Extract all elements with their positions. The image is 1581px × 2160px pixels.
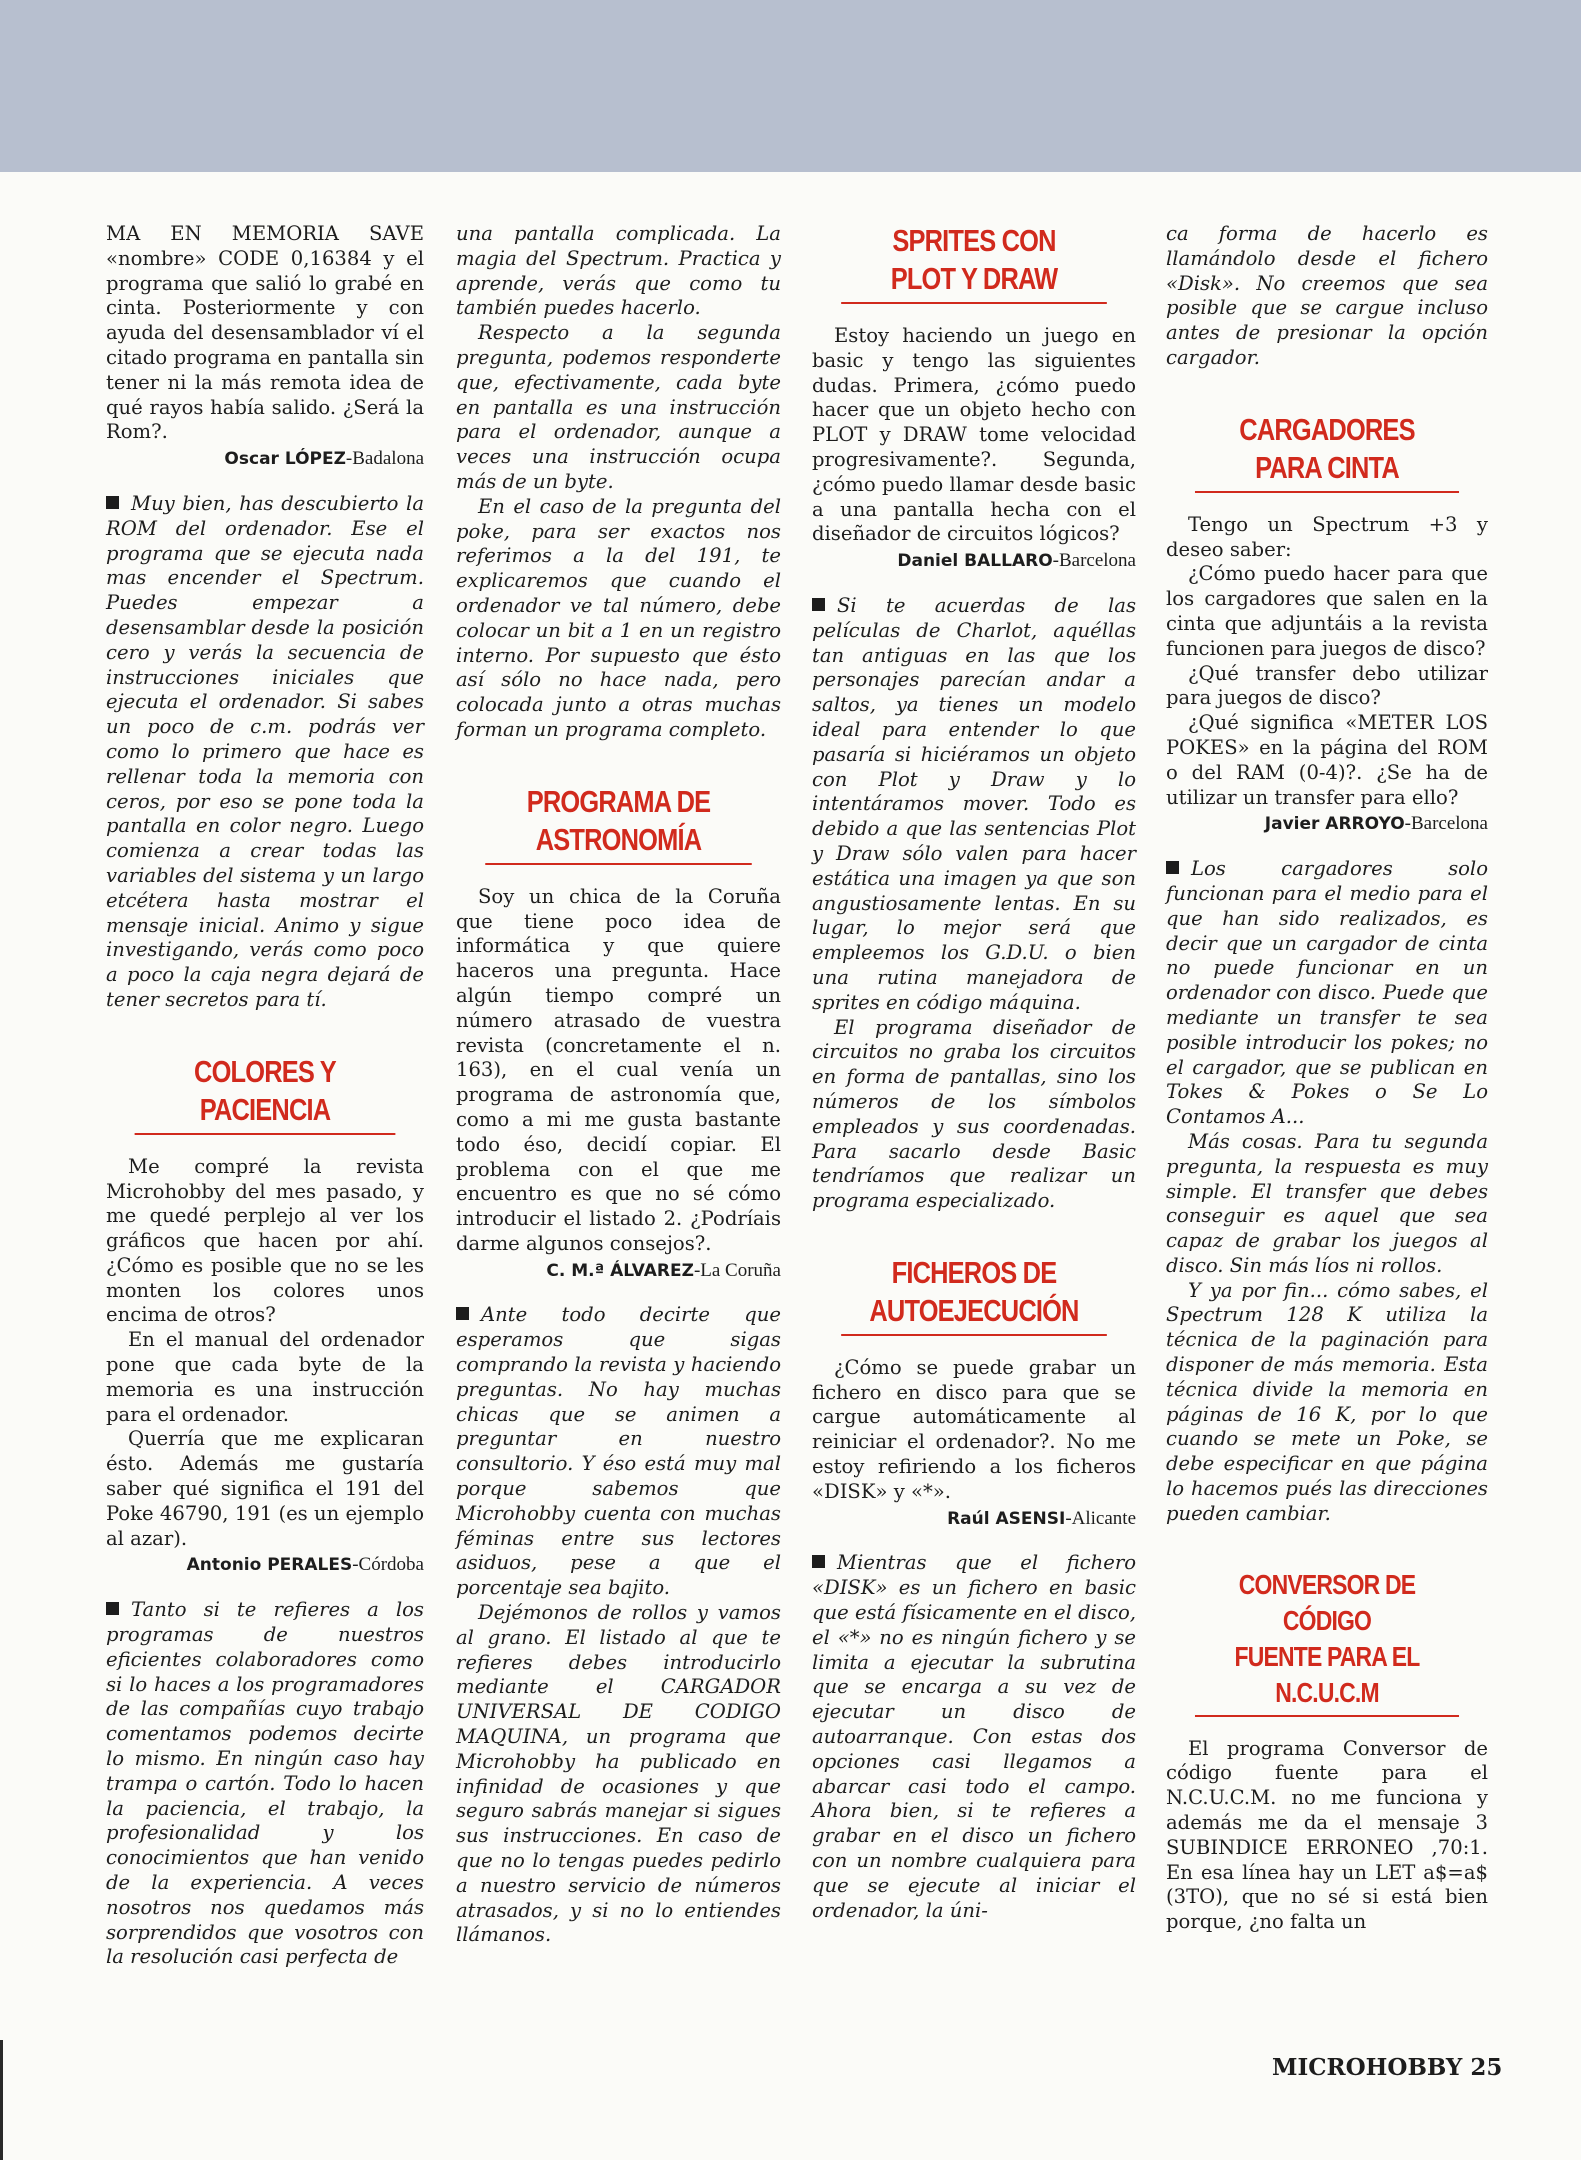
page-footer: MICROHOBBY 25 (1272, 2054, 1503, 2081)
answer-paragraph: El programa diseñador de circuitos no graba los circuitos en forma de pantallas, sino los números de los símbolos empleados y sus coordenadas. Para sacarlo desde Basic tendríamos que realizar un programa especializado. (812, 1015, 1136, 1213)
question-paragraph: ¿Cómo se puede grabar un fichero en disco para que se cargue automáticamente al reiniciar el ordenador?. No me estoy refiriendo a los ficheros «DISK» y «*». (812, 1355, 1136, 1503)
answer-paragraph: Y ya por fin... cómo sabes, el Spectrum 128 K utiliza la técnica de la paginación para disponer de más memoria. Esta técnica divide la memoria en páginas de 16 K, por lo que cuando se mete un Poke, se debe especificar en que página lo hacemos pués las direcciones pueden cambiar. (1166, 1278, 1488, 1525)
signature-asensi (812, 1507, 1136, 1532)
column-1 (106, 222, 424, 1970)
bullet-square-icon (106, 1602, 119, 1615)
top-color-band (0, 0, 1581, 172)
question-paragraph: Tengo un Spectrum +3 y deseo saber: (1166, 512, 1488, 561)
bullet-square-icon (812, 1555, 825, 1568)
heading-cargadores (1195, 411, 1459, 493)
signature-city: -Alicante (1065, 1507, 1136, 1529)
heading-line: ASTRONOMÍA (535, 821, 702, 857)
heading-line: AUTOEJECUCIÓN (869, 1292, 1079, 1328)
answer-ficheros (812, 1551, 1136, 1923)
signature-name: Oscar LÓPEZ (224, 449, 346, 470)
question-paragraph: ¿Qué transfer debo utilizar para juegos de disco? (1166, 661, 1488, 710)
signature-ballaro (812, 549, 1136, 574)
margin-line (0, 2040, 3, 2160)
answer-text: Tanto si te refieres a los programas de nuestros eficientes colaboradores como si lo haces a los programadores de las compañías cuyo trabajo comentamos podemos decirte lo mismo. En ningún caso hay trampa o cartón. Todo lo hacen la paciencia, el trabajo, la profesionalidad y los conocimientos que han venido de la experiencia. A veces nosotros nos quedamos más sorprendidos que vosotros con la resolución casi perfecta de (106, 1598, 424, 1969)
heading-colores (135, 1053, 396, 1135)
signature-alvarez (456, 1259, 781, 1284)
signature-city: -Badalona (345, 448, 424, 470)
answer-sprites (812, 594, 1136, 1016)
signature-city: -Barcelona (1052, 550, 1136, 572)
question-paragraph: Querría que me explicaran ésto. Además me gustaría saber qué significa el 191 del Poke 46790, 191 (es un ejemplo al azar). (106, 1427, 424, 1550)
heading-text: COLORES Y PACIENCIA (194, 1053, 336, 1127)
answer-paragraph: En el caso de la pregunta del poke, para ser exactos nos referimos a la del 191, te explicaremos que cuando el ordenador ve tal número, debe colocar un bit a 1 en un registro interno. Por supuesto que ésto así sólo no hace nada, pero colocada junto a otras muchas forman un programa completo. (456, 494, 781, 741)
heading-line: FICHEROS DE (891, 1254, 1057, 1290)
bullet-square-icon (812, 598, 825, 611)
intro-question: MA EN MEMORIA SAVE «nombre» CODE 0,16384 y el programa que salió lo grabé en cinta. Posteriormente y con ayuda del desensamblador ví el citado programa en pantalla sin tener ni la más remota idea de qué rayos había salido. ¿Será la Rom?. (106, 222, 424, 444)
heading-sprites (841, 222, 1107, 304)
signature-arroyo (1166, 812, 1488, 837)
answer-paragraph: Respecto a la segunda pregunta, podemos responderte que, efectivamente, cada byte en pantalla es una instrucción para el ordenador, aunque a veces una instrucción ocupa más de un byte. (456, 321, 781, 493)
answer-text: Ante todo decirte que esperamos que sigas comprando la revista y haciendo preguntas. No hay muchas chicas que se animen a preguntar en nuestro consultorio. Y éso está muy mal porque sabemos que Microhobby cuenta con muchas féminas entre sus lectores asiduos, pese a que el porcentaje sea bajito. (456, 1303, 781, 1600)
bullet-square-icon (106, 496, 119, 509)
answer-paragraph: Dejémonos de rollos y vamos al grano. El listado al que te refieres debes introducirlo mediante el CARGADOR UNIVERSAL DE CODIGO MAQUINA, un programa que Microhobby ha publicado en infinidad de ocasiones y que seguro sabrás manejar si sigues sus instrucciones. En caso de que no lo tengas puedes pedirlo a nuestro servicio de números atrasados, y si no lo entiendes llámanos. (456, 1601, 781, 1947)
signature-name: Raúl ASENSI (947, 1508, 1066, 1529)
signature-antonio (106, 1553, 424, 1578)
answer-text: Los cargadores solo funcionan para el medio para el que han sido realizados, es decir que un cargador de cinta no puede funcionar en un ordenador con disco. Puede que mediante un transfer te sea posible introducir los pokes; no el cargador, que se publican en Tokes & Pokes o Se Lo Contamos A... (1166, 857, 1488, 1129)
column-2 (456, 222, 781, 1948)
bullet-square-icon (456, 1307, 469, 1320)
heading-line: PLOT Y DRAW (890, 261, 1058, 296)
heading-line: CONVERSOR DE CÓDIGO (1238, 1568, 1416, 1636)
heading-line: SPRITES CON (892, 223, 1056, 258)
signature-oscar (106, 447, 424, 472)
answer-rom (106, 492, 424, 1013)
signature-city: -Córdoba (352, 1554, 424, 1576)
question-paragraph: ¿Cómo puedo hacer para que los cargadores que salen en la cinta que adjuntáis a la revista funcionen para juegos de disco? (1166, 562, 1488, 660)
heading-line: CARGADORES (1239, 411, 1415, 447)
answer-colores (106, 1598, 424, 1970)
answer-text: Mientras que el fichero «DISK» es un fichero en basic que está físicamente en el disco, el «*» no es ningún fichero y se limita a ejecutar la subrutina que se encarga a su vez de ejecutar un disco de autoarranque. Con estas dos opciones casi llegamos a abarcar casi todo el campo. Ahora bien, si te refieres a grabar en el disco un fichero con un nombre cualquiera para que se ejecute al iniciar el ordenador, la úni- (812, 1551, 1136, 1922)
column-3 (812, 222, 1136, 1923)
heading-astronomia (485, 783, 752, 865)
question-paragraph: Soy un chica de la Coruña que tiene poco idea de informática y que quiere haceros una pregunta. Hace algún tiempo compré un número atrasado de vuestra revista (concretamente el n. 163), en el cual venía un programa de astronomía que, como a mi me gusta bastante todo éso, decidí copiar. El problema con el que me encuentro es que no sé cómo introducir el listado 2. ¿Podríais darme algunos consejos?. (456, 884, 781, 1255)
heading-line: FUENTE PARA EL N.C.U.C.M (1234, 1640, 1420, 1708)
column-4 (1166, 222, 1488, 1935)
answer-continuation: una pantalla complicada. La magia del Spectrum. Practica y aprende, verás que como tu también puedes hacerlo. (456, 222, 781, 320)
signature-name: C. M.ª ÁLVAREZ (546, 1260, 694, 1281)
bullet-square-icon (1166, 861, 1179, 874)
heading-ficheros (841, 1254, 1107, 1336)
heading-line: PARA CINTA (1255, 449, 1399, 485)
heading-line: PROGRAMA DE (526, 783, 711, 819)
heading-conversor (1195, 1567, 1459, 1717)
question-paragraph: En el manual del ordenador pone que cada byte de la memoria es una instrucción para el ordenador. (106, 1328, 424, 1426)
question-paragraph: ¿Qué significa «METER LOS POKES» en la página del ROM o del RAM (0-4)?. ¿Se ha de utilizar un transfer para ello? (1166, 711, 1488, 809)
answer-text: Si te acuerdas de las películas de Charlot, aquéllas tan antiguas en las que los personajes parecían andar a saltos, ya tienes un modelo ideal para entender lo que pasaría si hiciéramos un objeto con Plot y Draw y lo intentáramos mover. Todo es debido a que las sentencias Plot y Draw sólo valen para hacer estática una imagen ya que son angustiosamente lentas. En su lugar, lo mejor será que empleemos los G.D.U. o bien una rutina manejadora de sprites en código máquina. (812, 593, 1136, 1014)
answer-astronomia (456, 1303, 781, 1601)
answer-continuation: ca forma de hacerlo es llamándolo desde el fichero «Disk». No creemos que sea posible que se cargue incluso antes de presionar la opción cargador. (1166, 222, 1488, 369)
answer-text: Muy bien, has descubierto la ROM del ordenador. Ese el programa que se ejecuta nada mas encender el Spectrum. Puedes empezar a desensamblar desde la posición cero y verás la secuencia de instrucciones iniciales que ejecuta el ordenador. Si sabes un poco de c.m. podrás ver como lo primero que hace es rellenar toda la memoria con ceros, por eso se pone toda la pantalla en color negro. Luego comienza a crear todas las variables del sistema y un largo etcétera hasta mostrar el mensaje inicial. Animo y sigue investigando, verás como poco a poco la caja negra dejará de tener secretos para tí. (106, 491, 424, 1011)
signature-name: Daniel BALLARO (897, 551, 1053, 572)
signature-city: -Barcelona (1404, 813, 1488, 835)
answer-cargadores (1166, 857, 1488, 1130)
signature-name: Antonio PERALES (186, 1555, 353, 1576)
question-paragraph: Estoy haciendo un juego en basic y tengo las siguientes dudas. Primera, ¿cómo puedo hacer que un objeto hecho con PLOT y DRAW tome velocidad progresivamente?. Segunda, ¿cómo puedo llamar desde basic a una pantalla hecha con el diseñador de circuitos lógicos? (812, 324, 1136, 546)
signature-city: -La Coruña (693, 1259, 781, 1281)
question-paragraph: El programa Conversor de código fuente para el N.C.U.C.M. no me funciona y además me da el mensaje 3 SUBINDICE ERRONEO ,70:1. En esa línea hay un LET a$=a$ (3TO), que no sé si está bien porque, ¿no falta un (1166, 1736, 1488, 1934)
signature-name: Javier ARROYO (1264, 814, 1405, 835)
question-paragraph: Me compré la revista Microhobby del mes pasado, y me quedé perplejo al ver los gráficos que hacen por ahí. ¿Cómo es posible que no se les monten los colores unos encima de otros? (106, 1154, 424, 1327)
answer-paragraph: Más cosas. Para tu segunda pregunta, la respuesta es muy simple. El transfer que debes conseguir es aquel que sea capaz de grabar los juegos al disco. Sin más líos ni rollos. (1166, 1129, 1488, 1277)
